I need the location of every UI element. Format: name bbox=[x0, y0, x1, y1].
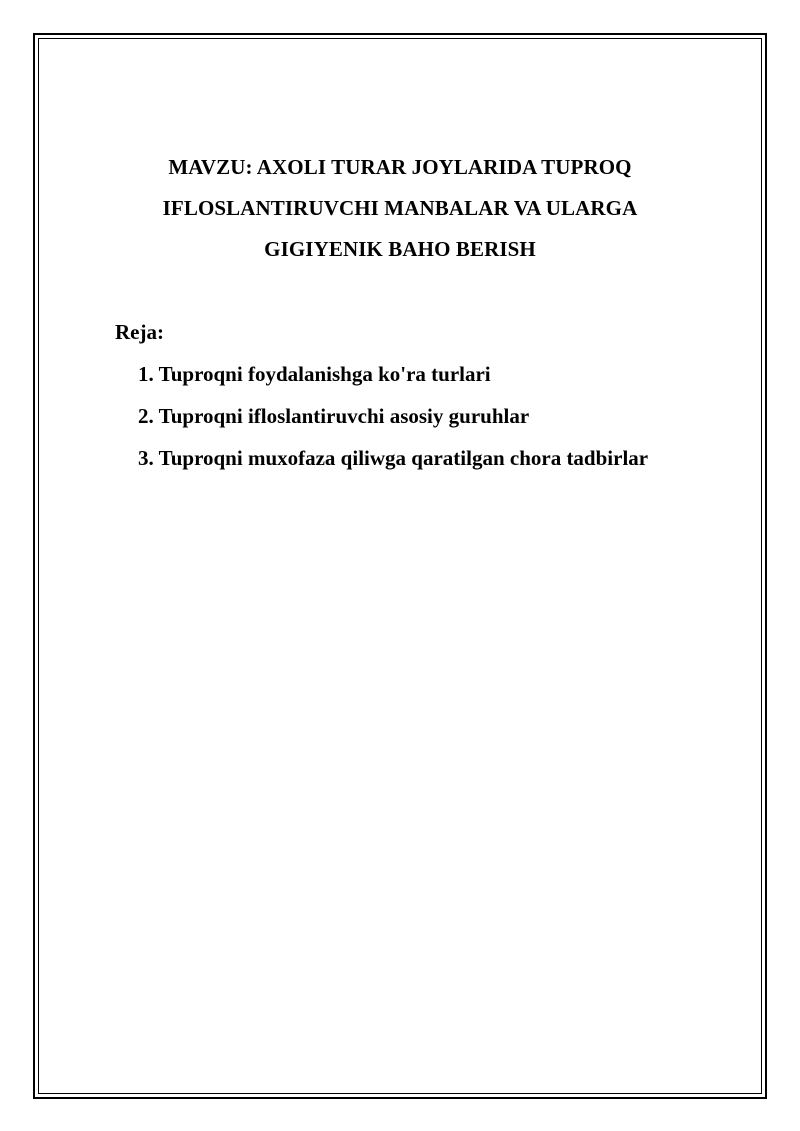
plan-item bbox=[138, 358, 648, 400]
title-line: MAVZU: AXOLI TURAR JOYLARIDA TUPROQ bbox=[168, 155, 632, 179]
title-line: GIGIYENIK BAHO BERISH bbox=[264, 237, 536, 261]
plan-item bbox=[138, 400, 648, 442]
document-title bbox=[60, 147, 740, 270]
plan-item-text: Tuproqni muxofaza qiliwga qaratilgan chora tadbirlar bbox=[158, 446, 649, 470]
plan-item-text: Tuproqni ifloslantiruvchi asosiy guruhlar bbox=[158, 404, 530, 428]
plan-item-text: Tuproqni foydalanishga ko'ra turlari bbox=[158, 362, 491, 386]
title-line: IFLOSLANTIRUVCHI MANBALAR VA ULARGA bbox=[162, 196, 638, 220]
plan-item bbox=[138, 442, 648, 484]
plan-list bbox=[138, 358, 648, 484]
plan-item-number: 2. bbox=[138, 404, 154, 428]
plan-item-number: 3. bbox=[138, 446, 154, 470]
plan-heading: Reja: bbox=[115, 320, 164, 344]
plan-item-number: 1. bbox=[138, 362, 154, 386]
